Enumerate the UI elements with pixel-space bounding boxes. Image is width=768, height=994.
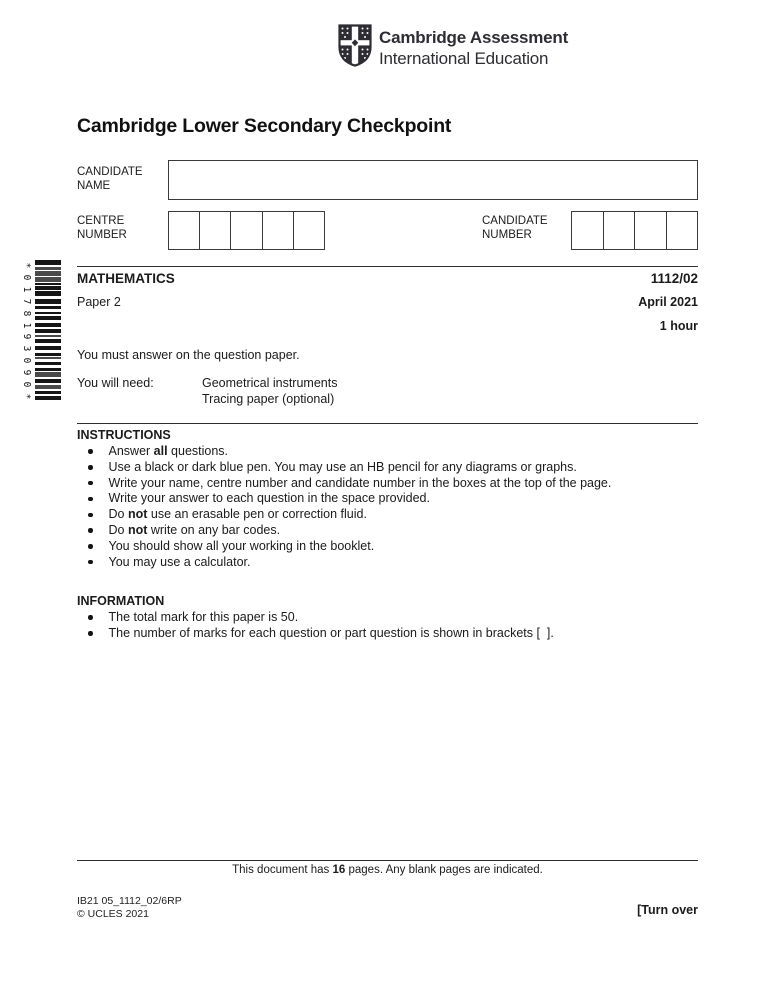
instruction-item: Do not write on any bar codes. [77, 523, 698, 539]
barcode-text: * 0 1 7 8 1 9 3 0 9 0 * [21, 262, 32, 400]
materials-list [202, 376, 337, 407]
centre-number-box[interactable] [168, 211, 325, 250]
content-column [77, 0, 698, 994]
turn-over-note: [Turn over [637, 903, 698, 917]
instruction-item: Use a black or dark blue pen. You may use an HB pencil for any diagrams or graphs. [77, 460, 698, 476]
instruction-item: You may use a calculator. [77, 555, 698, 571]
logo-text-line2: International Education [379, 49, 549, 68]
instruction-item: Do not use an erasable pen or correction fluid. [77, 507, 698, 523]
barcode-bars [35, 260, 61, 402]
candidate-number-cell[interactable] [572, 212, 603, 249]
barcode [20, 260, 61, 402]
information-heading: INFORMATION [77, 594, 165, 608]
instructions-list [77, 444, 698, 570]
paper-number: Paper 2 [77, 295, 121, 309]
candidate-number-cell[interactable] [634, 212, 666, 249]
divider-top [77, 266, 698, 267]
instruction-item: You should show all your working in the booklet. [77, 539, 698, 555]
information-item: The number of marks for each question or part question is shown in brackets [ ]. [77, 626, 698, 642]
copyright: © UCLES 2021 [77, 907, 149, 920]
information-list [77, 610, 698, 642]
candidate-number-cell[interactable] [666, 212, 698, 249]
logo-text-line1: Cambridge Assessment [379, 28, 569, 47]
candidate-name-box[interactable] [168, 160, 698, 200]
page-title: Cambridge Lower Secondary Checkpoint [77, 115, 452, 137]
instruction-item: Write your name, centre number and candidate number in the boxes at the top of the page. [77, 476, 698, 492]
instruction-item: Answer all questions. [77, 444, 698, 460]
centre-number-cell[interactable] [293, 212, 324, 249]
centre-number-cell[interactable] [169, 212, 199, 249]
divider-footer [77, 860, 698, 861]
candidate-name-label: CANDIDATE NAME [77, 166, 143, 192]
centre-number-cell[interactable] [262, 212, 293, 249]
candidate-number-cell[interactable] [603, 212, 635, 249]
centre-number-cell[interactable] [199, 212, 230, 249]
exam-duration: 1 hour [659, 319, 698, 333]
divider-middle [77, 423, 698, 424]
instruction-item: Write your answer to each question in the space provided. [77, 491, 698, 507]
material-item: Geometrical instruments [202, 376, 338, 390]
paper-code: 1112/02 [650, 271, 698, 286]
subject-title: MATHEMATICS [77, 271, 175, 286]
centre-number-label: CENTRE NUMBER [77, 215, 127, 241]
exam-session: April 2021 [638, 295, 698, 309]
information-item: The total mark for this paper is 50. [77, 610, 698, 626]
pages-note: This document has 16 pages. Any blank pages are indicated. [232, 864, 543, 876]
candidate-number-box[interactable] [571, 211, 698, 250]
centre-number-cell[interactable] [230, 212, 261, 249]
candidate-number-label: CANDIDATE NUMBER [482, 215, 548, 241]
material-item: Tracing paper (optional) [202, 391, 335, 406]
instructions-heading: INSTRUCTIONS [77, 428, 171, 442]
materials-label: You will need: [77, 376, 154, 390]
answer-note: You must answer on the question paper. [77, 348, 300, 362]
doc-reference: IB21 05_1112_02/6RP [77, 895, 182, 907]
